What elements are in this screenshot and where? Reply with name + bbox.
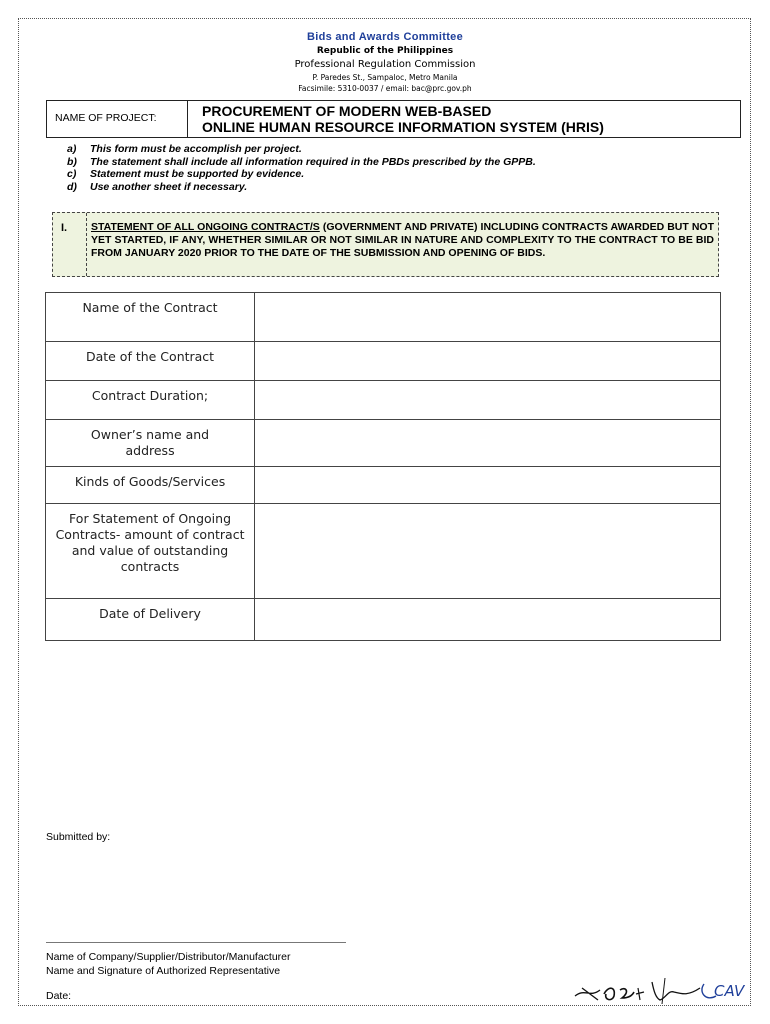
- table-row: [46, 599, 721, 641]
- project-title-line1: PROCUREMENT OF MODERN WEB-BASED: [202, 103, 492, 119]
- note-item: [67, 181, 536, 194]
- row-label: For Statement of Ongoing Contracts- amount of contract and value of outstanding contracts: [46, 504, 255, 599]
- project-label: NAME OF PROJECT:: [55, 112, 157, 124]
- signature-line: [46, 942, 346, 943]
- contract-table: [45, 292, 721, 641]
- row-label: Contract Duration;: [46, 381, 255, 420]
- statement-text: [91, 221, 714, 260]
- date-label: Date:: [46, 990, 72, 1002]
- note-text: This form must be accomplish per project.: [90, 143, 302, 155]
- row-value-field[interactable]: [255, 293, 721, 342]
- project-box: [46, 100, 741, 138]
- row-value-field[interactable]: [255, 420, 721, 467]
- row-label: Date of Delivery: [46, 599, 255, 641]
- authorized-rep-label: Name and Signature of Authorized Representative: [46, 965, 281, 977]
- statement-number: I.: [61, 222, 68, 234]
- row-label: Owner’s name and address: [46, 420, 255, 467]
- contact-line: Facsimile: 5310-0037 / email: bac@prc.gov.ph: [298, 84, 472, 93]
- note-item: [67, 168, 536, 181]
- row-value-field[interactable]: [255, 467, 721, 504]
- note-text: The statement shall include all information required in the PBDs prescribed by the GPPB.: [90, 155, 536, 168]
- note-key: c): [67, 168, 77, 180]
- table-row: [46, 381, 721, 420]
- note-item: [67, 156, 536, 169]
- commission-name: Professional Regulation Commission: [294, 59, 476, 70]
- row-label: Date of the Contract: [46, 342, 255, 381]
- row-value-field[interactable]: [255, 342, 721, 381]
- statement-divider: [86, 213, 87, 276]
- table-row: [46, 504, 721, 599]
- table-row: [46, 342, 721, 381]
- submitted-by-label: Submitted by:: [46, 831, 111, 843]
- address-line: P. Paredes St., Sampaloc, Metro Manila: [312, 73, 458, 82]
- handwritten-initials-icon: [570, 968, 750, 1008]
- table-row: [46, 293, 721, 342]
- statement-body: (GOVERNMENT AND PRIVATE) INCLUDING CONTRACTS AWARDED BUT NOT YET STARTED, IF ANY, WHETHER SIMILAR OR NOT SIMILAR IN NATURE AND COMPLEXITY TO THE CONTRACT TO BE BID FROM JANUARY 2020 PRIOR TO THE DATE OF THE SUBMISSION AND OPENING OF BIDS.: [91, 221, 714, 259]
- statement-box: [52, 212, 719, 277]
- project-divider: [187, 101, 188, 137]
- company-name-label: Name of Company/Supplier/Distributor/Manufacturer: [46, 951, 291, 963]
- project-title-line2: ONLINE HUMAN RESOURCE INFORMATION SYSTEM (HRIS): [202, 119, 604, 135]
- row-value-field[interactable]: [255, 504, 721, 599]
- committee-name: Bids and Awards Committee: [306, 31, 464, 43]
- note-key: b): [67, 155, 77, 168]
- initials-text: CAV: [714, 982, 745, 1000]
- table-row: [46, 420, 721, 467]
- note-key: d): [67, 180, 77, 193]
- republic-line: Republic of the Philippines: [316, 46, 454, 56]
- project-title: [202, 103, 604, 135]
- row-label: Name of the Contract: [46, 293, 255, 342]
- instruction-notes: [67, 143, 536, 193]
- row-label: Kinds of Goods/Services: [46, 467, 255, 504]
- note-text: Use another sheet if necessary.: [90, 180, 248, 193]
- note-text: Statement must be supported by evidence.: [90, 168, 305, 180]
- note-item: [67, 143, 536, 156]
- statement-heading: STATEMENT OF ALL ONGOING CONTRACT/S: [91, 221, 320, 233]
- note-key: a): [67, 143, 77, 155]
- row-value-field[interactable]: [255, 381, 721, 420]
- row-value-field[interactable]: [255, 599, 721, 641]
- table-row: [46, 467, 721, 504]
